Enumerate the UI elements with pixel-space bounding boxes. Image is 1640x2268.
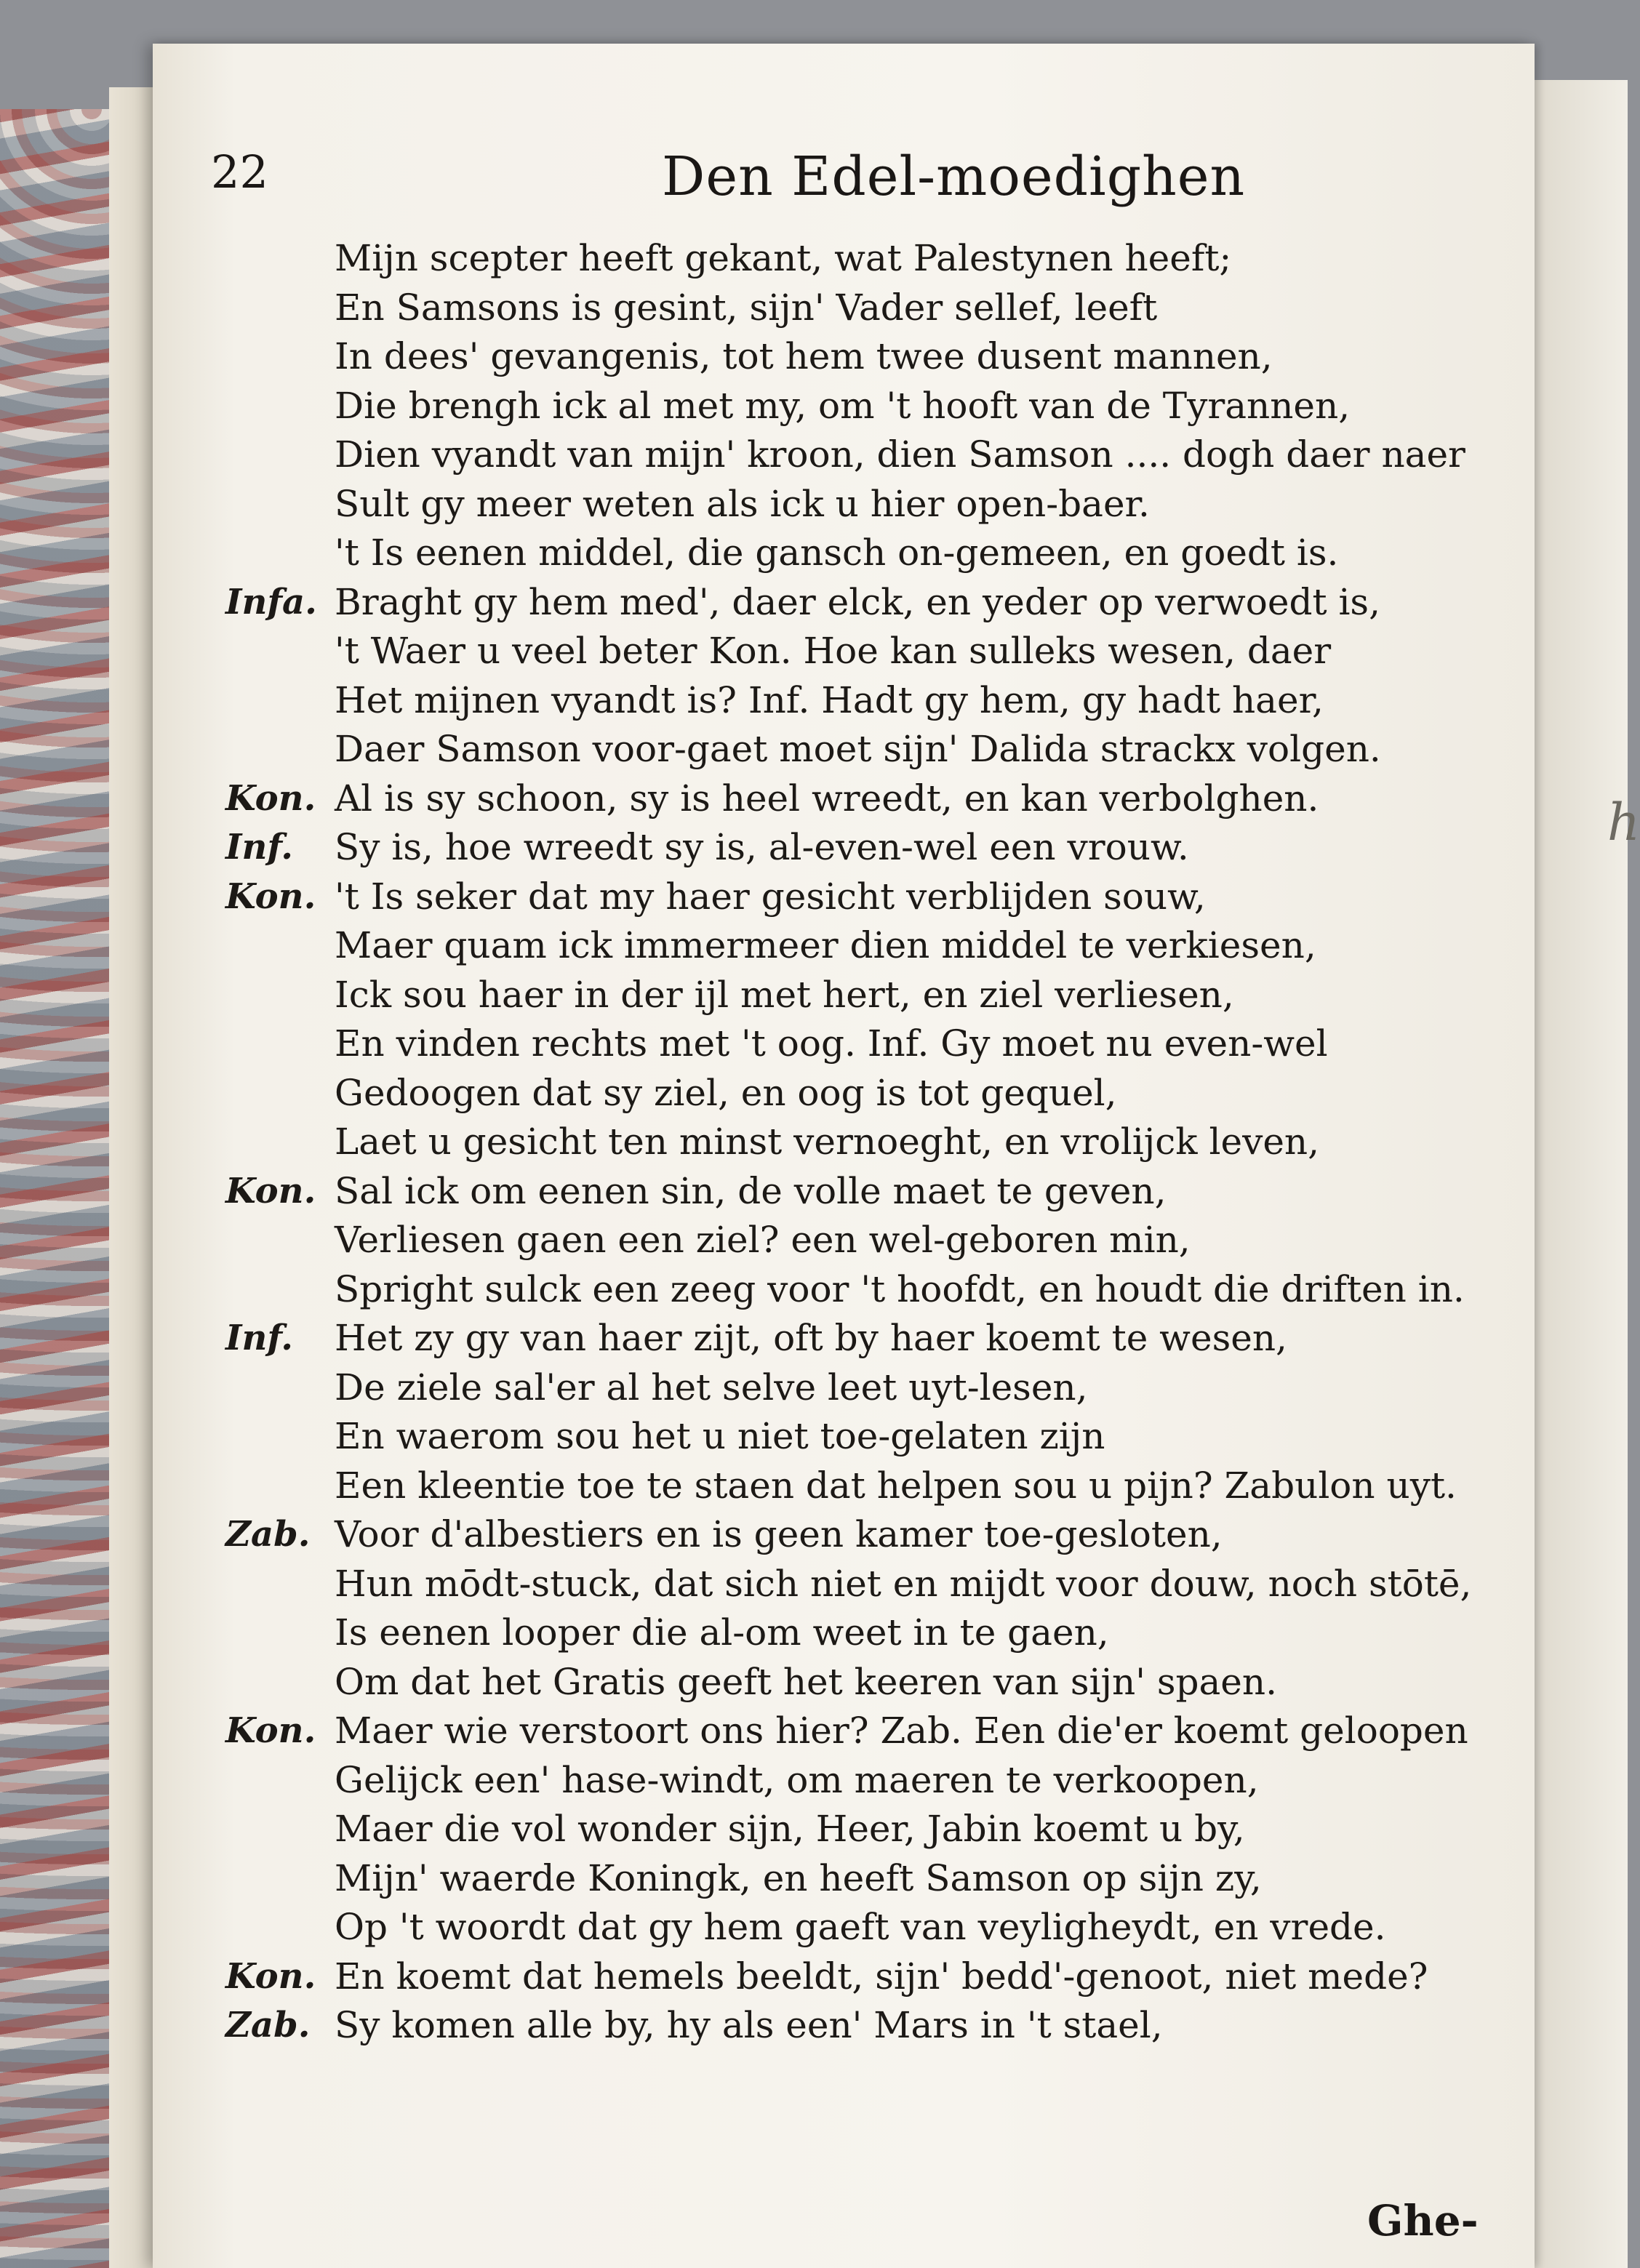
line-text: Mijn' waerde Koningk, en heeft Samson op sijn zy, [335,1856,1262,1899]
verse-line [225,284,1505,333]
line-text: Sy komen alle by, hy als een' Mars in 't stael, [335,2004,1163,2046]
line-text: De ziele sal'er al het selve leet uyt-lesen, [335,1366,1088,1409]
page-header [211,145,1447,225]
line-text: Sal ick om eenen sin, de volle maet te geven, [335,1169,1167,1212]
verse-line [225,1952,1505,2002]
line-text: Al is sy schoon, sy is heel wreedt, en kan verbolghen. [335,777,1319,820]
facing-page-edge: h [1527,80,1628,2268]
verse-text [225,234,1505,2051]
running-title: Den Edel-moedighen [662,145,1246,208]
verse-line [225,1412,1505,1462]
line-text: 't Is eenen middel, die gansch on-gemeen, en goedt is. [335,532,1339,574]
verse-line [225,1756,1505,1806]
line-text: Een kleentie toe te staen dat helpen sou u pijn? Zabulon uyt. [335,1464,1457,1507]
verse-line [225,578,1505,628]
line-text: Ick sou haer in der ijl met hert, en ziel verliesen, [335,973,1234,1016]
verse-line [225,1314,1505,1363]
line-text: Mijn scepter heeft gekant, wat Palestynen heeft; [335,237,1232,279]
verse-line [225,1069,1505,1118]
speaker-label: Kon. [225,1170,316,1211]
verse-line [225,1167,1505,1217]
line-text: Maer wie verstoort ons hier? Zab. Een die'er koemt geloopen [335,1710,1468,1752]
line-text: Op 't woordt dat gy hem gaeft van veyligheydt, en vrede. [335,1906,1386,1948]
line-text: En koemt dat hemels beeldt, sijn' bedd'-genoot, niet mede? [335,1955,1428,1997]
verse-line [225,627,1505,676]
speaker-label: Kon. [225,1710,316,1751]
verse-line [225,234,1505,284]
line-text: Dien vyandt van mijn' kroon, dien Samson .... dogh daer naer [335,433,1465,476]
verse-line [225,1363,1505,1413]
verse-line [225,921,1505,971]
verse-line [225,382,1505,431]
verse-line [225,1903,1505,1952]
line-text: Sult gy meer weten als ick u hier open-baer. [335,482,1150,525]
line-text: En Samsons is gesint, sijn' Vader sellef, leeft [335,286,1158,329]
line-text: Spright sulck een zeeg voor 't hoofdt, en houdt die driften in. [335,1267,1465,1310]
book-page [153,44,1535,2268]
line-text: In dees' gevangenis, tot hem twee dusent mannen, [335,335,1273,377]
speaker-label: Inf. [225,827,293,867]
verse-line [225,1805,1505,1854]
line-text: Maer quam ick immermeer dien middel te verkiesen, [335,924,1316,966]
verse-line [225,1707,1505,1756]
line-text: Laet u gesicht ten minst vernoeght, en vrolijck leven, [335,1121,1320,1163]
speaker-label: Inf. [225,1318,293,1358]
speaker-label: Kon. [225,875,316,917]
line-text: En vinden rechts met 't oog. Inf. Gy moet nu even-wel [335,1022,1328,1065]
line-text: Maer die vol wonder sijn, Heer, Jabin koemt u by, [335,1808,1245,1850]
verse-line [225,2001,1505,2051]
line-text: Voor d'albestiers en is geen kamer toe-gesloten, [335,1513,1223,1555]
line-text: Het mijnen vyandt is? Inf. Hadt gy hem, gy hadt haer, [335,678,1324,721]
verse-line [225,430,1505,480]
speaker-label: Infa. [225,581,317,622]
line-text: Braght gy hem med', daer elck, en yeder op verwoedt is, [335,580,1380,623]
verse-line [225,529,1505,578]
verse-line [225,1019,1505,1069]
verse-line [225,1462,1505,1511]
line-text: 't Waer u veel beter Kon. Hoe kan sulleks wesen, daer [335,630,1332,672]
speaker-label: Kon. [225,777,316,819]
verse-line [225,1658,1505,1707]
line-text: Sy is, hoe wreedt sy is, al-even-wel een vrouw. [335,826,1189,868]
line-text: 't Is seker dat my haer gesicht verblijden souw, [335,875,1206,918]
verse-line [225,1216,1505,1265]
line-text: Verliesen gaen een ziel? een wel-geboren min, [335,1219,1191,1261]
verse-line [225,823,1505,873]
line-text: Het zy gy van haer zijt, oft by haer koemt te wesen, [335,1317,1287,1359]
verse-line [225,774,1505,824]
line-text: Gelijck een' hase-windt, om maeren te verkoopen, [335,1758,1259,1801]
line-text: Hun mōdt-stuck, dat sich niet en mijdt voor douw, noch stōtē, [335,1562,1472,1605]
page-number: 22 [211,145,268,199]
verse-line [225,725,1505,774]
verse-line [225,873,1505,922]
line-text: Gedoogen dat sy ziel, en oog is tot gequel, [335,1071,1117,1114]
verse-line [225,971,1505,1020]
verse-line [225,332,1505,382]
line-text: Is eenen looper die al-om weet in te gaen, [335,1611,1109,1654]
speaker-label: Zab. [225,1514,311,1555]
verse-line [225,480,1505,529]
speaker-label: Zab. [225,2005,311,2045]
catchword: Ghe- [1367,2196,1479,2245]
verse-line [225,1560,1505,1609]
speaker-label: Kon. [225,1955,316,1997]
verse-line [225,1510,1505,1560]
line-text: En waerom sou het u niet toe-gelaten zijn [335,1415,1105,1457]
verse-line [225,1608,1505,1658]
line-text: Die brengh ick al met my, om 't hooft van de Tyrannen, [335,384,1351,427]
verse-line [225,1118,1505,1167]
verse-line [225,1854,1505,1904]
line-text: Om dat het Gratis geeft het keeren van sijn' spaen. [335,1660,1277,1703]
verse-line [225,1265,1505,1315]
verse-line [225,676,1505,726]
line-text: Daer Samson voor-gaet moet sijn' Dalida strackx volgen. [335,728,1381,770]
